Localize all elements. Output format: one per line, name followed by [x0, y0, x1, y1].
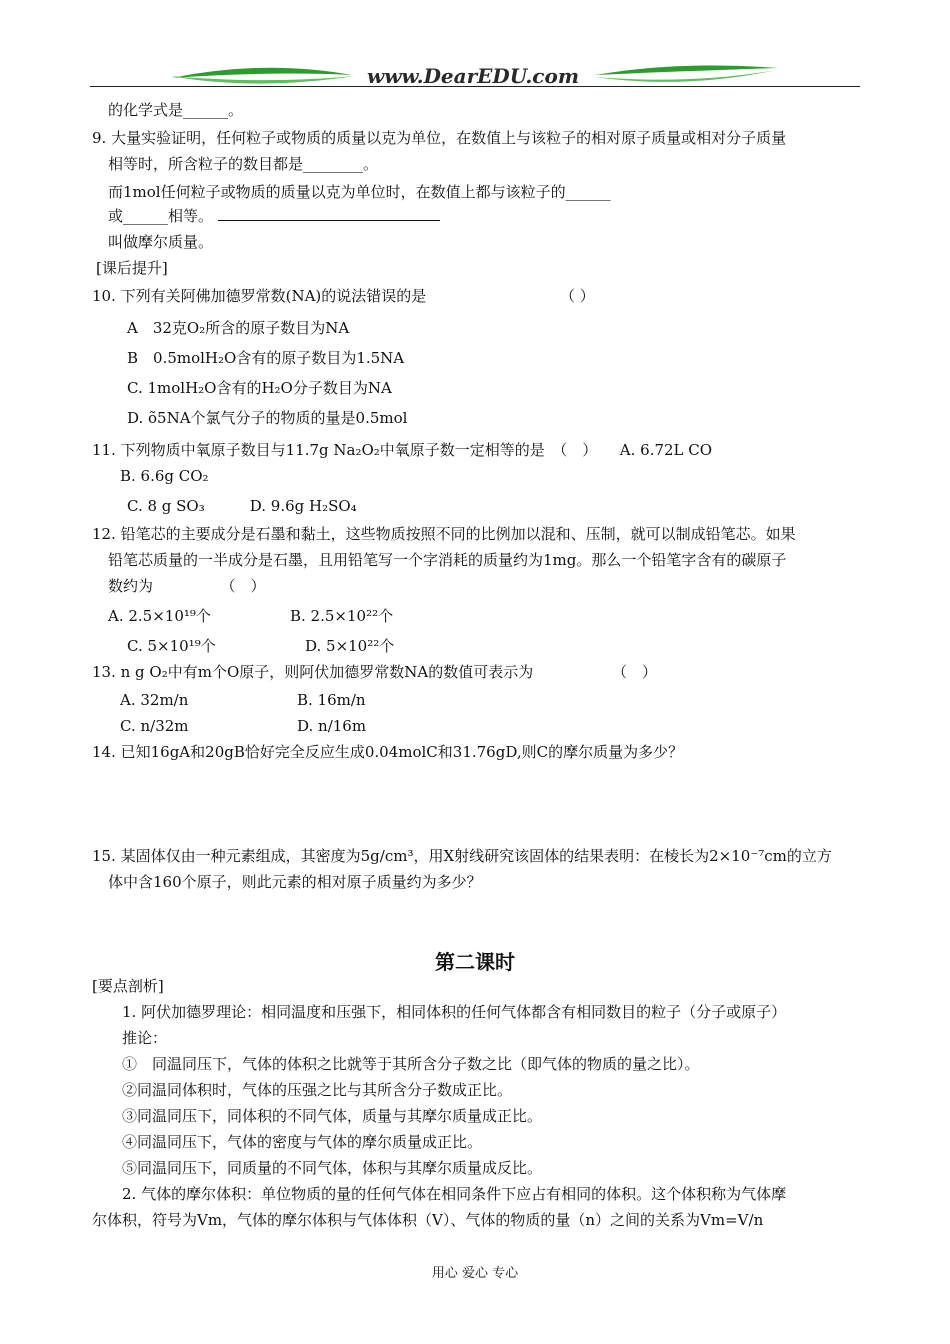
option-a: A. 2.5×10¹⁹个: [108, 607, 211, 625]
option-c: C. 5×10¹⁹个: [127, 637, 216, 655]
question-11: 11. 下列物质中氧原子数目与11.7g Na₂O₂中氧原子数一定相等的是 （ ） A. 6.72L CO: [92, 441, 713, 459]
option-c: C. n/32m: [120, 717, 189, 735]
answer-paren: （ ）: [560, 287, 595, 305]
site-logo: [170, 58, 780, 92]
question-10: 10. 下列有关阿佛加德罗常数(NA)的说法错误的是: [92, 287, 427, 305]
option-cd: C. 8 g SO₃ D. 9.6g H₂SO₄: [127, 497, 357, 515]
text-line: 铅笔芯质量的一半成分是石墨，且用铅笔写一个字消耗的质量约为1mg。那么一个铅笔字含有的碳原子: [108, 551, 787, 569]
option-d: D. n/16m: [297, 717, 367, 735]
option-b: B. 2.5×10²²个: [290, 607, 394, 625]
text-line: ④同温同压下，气体的密度与气体的摩尔质量成正比。: [122, 1133, 483, 1151]
text-line: ②同温同体积时，气体的压强之比与其所含分子数成正比。: [122, 1081, 513, 1099]
option-b: B. 16m/n: [297, 691, 366, 709]
section-title: 第二课时: [435, 950, 515, 974]
text-line: 推论：: [122, 1029, 168, 1047]
question-12: 12. 铅笔芯的主要成分是石墨和黏土，这些物质按照不同的比例加以混和、压制，就可以制成铅笔芯。如果: [92, 525, 796, 543]
option-b: B. 6.6g CO₂: [120, 467, 209, 485]
option-b: B 0.5molH₂O含有的原子数目为1.5NA: [127, 349, 405, 367]
text-line: 叫做摩尔质量。: [108, 233, 214, 251]
question-15: 15. 某固体仅由一种元素组成，其密度为5g/cm³，用X射线研究该固体的结果表明：在棱长为2×10⁻⁷cm的立方: [92, 847, 832, 865]
text-fragment: 或______相等。: [108, 207, 214, 225]
text-line: 数约为 （ ）: [108, 577, 266, 595]
option-d: D. õ5NA个氯气分子的物质的量是0.5mol: [127, 409, 408, 427]
option-d: D. 5×10²²个: [305, 637, 395, 655]
text-line: 1. 阿伏加德罗理论：相同温度和压强下，相同体积的任何气体都含有相同数目的粒子（分子或原子）: [122, 1003, 787, 1021]
text-line: 2. 气体的摩尔体积：单位物质的量的任何气体在相同条件下应占有相同的体积。这个体积称为气体摩: [122, 1185, 787, 1203]
page-footer: 用心 爱心 专心: [431, 1266, 519, 1281]
question-14: 14. 已知16gA和20gB恰好完全反应生成0.04molC和31.76gD,则C的摩尔质量为多少？: [92, 743, 684, 761]
answer-paren: （ ）: [612, 663, 658, 681]
section-label: [要点剖析]: [92, 977, 164, 995]
text-line: ③同温同压下，同体积的不同气体，质量与其摩尔质量成正比。: [122, 1107, 543, 1125]
text-line: 的化学式是______。: [108, 101, 244, 119]
text-line: [108, 206, 440, 226]
blank-line: [218, 206, 440, 221]
text-line: 体中含160个原子，则此元素的相对原子质量约为多少？: [108, 873, 482, 891]
text-line: 相等时，所含粒子的数目都是________。: [108, 155, 379, 173]
section-label: [课后提升]: [96, 259, 168, 277]
logo-text: www.DearEDU.com: [366, 64, 580, 88]
text-line: ① 同温同压下，气体的体积之比就等于其所含分子数之比（即气体的物质的量之比）。: [122, 1055, 700, 1073]
option-a: A. 32m/n: [120, 691, 189, 709]
question-9: 9. 大量实验证明，任何粒子或物质的质量以克为单位，在数值上与该粒子的相对原子质量或相对分子质量: [92, 129, 787, 147]
option-c: C. 1molH₂O含有的H₂O分子数目为NA: [127, 379, 392, 397]
text-line: 而1mol任何粒子或物质的质量以克为单位时，在数值上都与该粒子的______: [108, 183, 611, 201]
question-13: 13. n g O₂中有m个O原子，则阿伏加德罗常数NA的数值可表示为: [92, 663, 534, 681]
text-line: 尔体积，符号为Vm，气体的摩尔体积与气体体积（V）、气体的物质的量（n）之间的关系为Vm=V/n: [92, 1211, 764, 1229]
option-a: A 32克O₂所含的原子数目为NA: [127, 319, 350, 337]
text-line: ⑤同温同压下，同质量的不同气体，体积与其摩尔质量成反比。: [122, 1159, 543, 1177]
